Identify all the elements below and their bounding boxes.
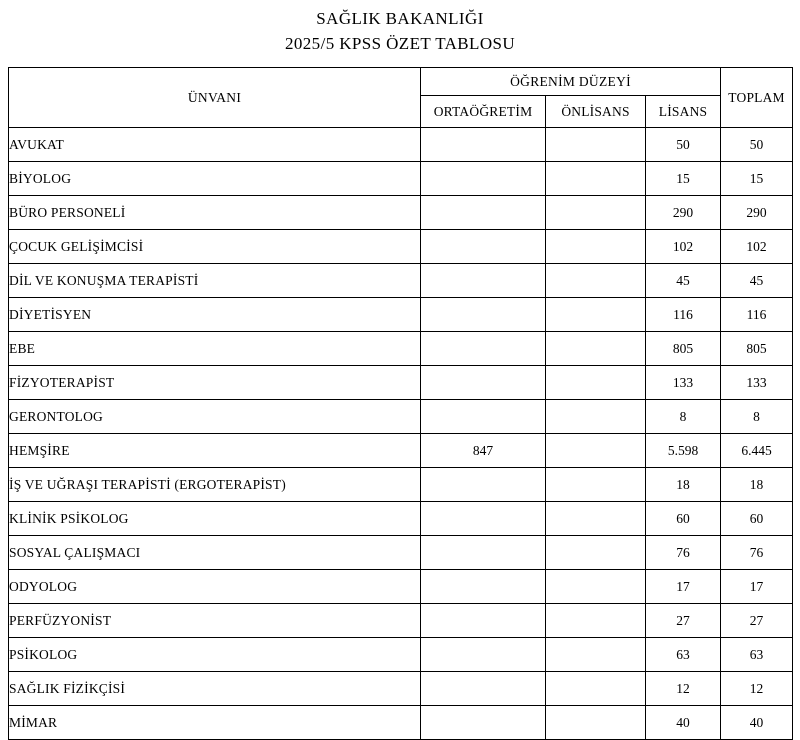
cell-unvani: KLİNİK PSİKOLOG xyxy=(9,502,421,536)
table-row xyxy=(9,400,793,434)
cell-unvani: ODYOLOG xyxy=(9,570,421,604)
cell-ortaogretim xyxy=(421,264,546,298)
cell-toplam: 290 xyxy=(721,196,793,230)
cell-lisans: 8 xyxy=(646,400,721,434)
cell-lisans: 102 xyxy=(646,230,721,264)
cell-ortaogretim xyxy=(421,638,546,672)
cell-lisans: 805 xyxy=(646,332,721,366)
cell-onlisans xyxy=(546,264,646,298)
cell-ortaogretim xyxy=(421,298,546,332)
cell-ortaogretim xyxy=(421,468,546,502)
table-row xyxy=(9,638,793,672)
table-row xyxy=(9,706,793,740)
cell-onlisans xyxy=(546,366,646,400)
cell-lisans: 63 xyxy=(646,638,721,672)
cell-onlisans xyxy=(546,298,646,332)
cell-toplam: 133 xyxy=(721,366,793,400)
cell-toplam: 76 xyxy=(721,536,793,570)
cell-onlisans xyxy=(546,434,646,468)
cell-onlisans xyxy=(546,230,646,264)
cell-unvani: PERFÜZYONİST xyxy=(9,604,421,638)
cell-lisans: 5.598 xyxy=(646,434,721,468)
cell-toplam: 8 xyxy=(721,400,793,434)
cell-ortaogretim xyxy=(421,502,546,536)
cell-onlisans xyxy=(546,536,646,570)
cell-unvani: SOSYAL ÇALIŞMACI xyxy=(9,536,421,570)
cell-onlisans xyxy=(546,638,646,672)
cell-lisans: 116 xyxy=(646,298,721,332)
table-row xyxy=(9,196,793,230)
cell-toplam: 116 xyxy=(721,298,793,332)
cell-unvani: BİYOLOG xyxy=(9,162,421,196)
cell-ortaogretim xyxy=(421,536,546,570)
cell-unvani: FİZYOTERAPİST xyxy=(9,366,421,400)
cell-onlisans xyxy=(546,706,646,740)
cell-lisans: 60 xyxy=(646,502,721,536)
cell-onlisans xyxy=(546,400,646,434)
table-row xyxy=(9,502,793,536)
table-body xyxy=(9,128,793,740)
cell-toplam: 12 xyxy=(721,672,793,706)
cell-ortaogretim xyxy=(421,672,546,706)
table-header-row-1 xyxy=(9,68,793,96)
cell-lisans: 17 xyxy=(646,570,721,604)
table-row xyxy=(9,230,793,264)
cell-lisans: 40 xyxy=(646,706,721,740)
cell-unvani: MİMAR xyxy=(9,706,421,740)
cell-onlisans xyxy=(546,196,646,230)
cell-unvani: HEMŞİRE xyxy=(9,434,421,468)
cell-lisans: 27 xyxy=(646,604,721,638)
cell-onlisans xyxy=(546,332,646,366)
cell-toplam: 15 xyxy=(721,162,793,196)
table-row xyxy=(9,264,793,298)
cell-toplam: 805 xyxy=(721,332,793,366)
page-title: SAĞLIK BAKANLIĞI xyxy=(316,9,484,28)
table-row xyxy=(9,332,793,366)
cell-unvani: PSİKOLOG xyxy=(9,638,421,672)
cell-ortaogretim xyxy=(421,570,546,604)
table-row xyxy=(9,570,793,604)
table-row xyxy=(9,298,793,332)
cell-onlisans xyxy=(546,604,646,638)
cell-ortaogretim xyxy=(421,706,546,740)
cell-toplam: 102 xyxy=(721,230,793,264)
cell-lisans: 133 xyxy=(646,366,721,400)
table-row xyxy=(9,434,793,468)
cell-lisans: 50 xyxy=(646,128,721,162)
summary-table-wrapper xyxy=(8,67,792,740)
cell-ortaogretim: 847 xyxy=(421,434,546,468)
cell-lisans: 45 xyxy=(646,264,721,298)
cell-lisans: 12 xyxy=(646,672,721,706)
cell-onlisans xyxy=(546,162,646,196)
table-row xyxy=(9,536,793,570)
cell-unvani: DİL VE KONUŞMA TERAPİSTİ xyxy=(9,264,421,298)
cell-onlisans xyxy=(546,468,646,502)
column-header-lisans: LİSANS xyxy=(646,96,721,128)
cell-lisans: 15 xyxy=(646,162,721,196)
column-header-onlisans: ÖNLİSANS xyxy=(546,96,646,128)
column-header-ortaogretim: ORTAÖĞRETİM xyxy=(421,96,546,128)
table-row xyxy=(9,672,793,706)
cell-lisans: 18 xyxy=(646,468,721,502)
table-row xyxy=(9,162,793,196)
table-row xyxy=(9,128,793,162)
table-row xyxy=(9,604,793,638)
cell-onlisans xyxy=(546,570,646,604)
cell-toplam: 60 xyxy=(721,502,793,536)
table-row xyxy=(9,468,793,502)
kpss-summary-table xyxy=(8,67,793,740)
cell-unvani: SAĞLIK FİZİKÇİSİ xyxy=(9,672,421,706)
cell-unvani: İŞ VE UĞRAŞI TERAPİSTİ (ERGOTERAPİST) xyxy=(9,468,421,502)
cell-unvani: GERONTOLOG xyxy=(9,400,421,434)
cell-ortaogretim xyxy=(421,400,546,434)
document-title-block xyxy=(0,0,800,56)
cell-unvani: AVUKAT xyxy=(9,128,421,162)
cell-lisans: 76 xyxy=(646,536,721,570)
cell-ortaogretim xyxy=(421,162,546,196)
cell-onlisans xyxy=(546,672,646,706)
cell-toplam: 18 xyxy=(721,468,793,502)
cell-ortaogretim xyxy=(421,604,546,638)
cell-unvani: BÜRO PERSONELİ xyxy=(9,196,421,230)
table-header xyxy=(9,68,793,128)
cell-toplam: 6.445 xyxy=(721,434,793,468)
cell-ortaogretim xyxy=(421,332,546,366)
cell-unvani: DİYETİSYEN xyxy=(9,298,421,332)
cell-ortaogretim xyxy=(421,128,546,162)
cell-unvani: EBE xyxy=(9,332,421,366)
page-subtitle: 2025/5 KPSS ÖZET TABLOSU xyxy=(284,34,516,53)
cell-toplam: 27 xyxy=(721,604,793,638)
cell-onlisans xyxy=(546,502,646,536)
cell-unvani: ÇOCUK GELİŞİMCİSİ xyxy=(9,230,421,264)
cell-toplam: 50 xyxy=(721,128,793,162)
column-header-unvani: ÜNVANI xyxy=(9,68,421,128)
cell-toplam: 45 xyxy=(721,264,793,298)
cell-ortaogretim xyxy=(421,366,546,400)
cell-onlisans xyxy=(546,128,646,162)
cell-toplam: 40 xyxy=(721,706,793,740)
cell-lisans: 290 xyxy=(646,196,721,230)
table-row xyxy=(9,366,793,400)
cell-ortaogretim xyxy=(421,196,546,230)
cell-ortaogretim xyxy=(421,230,546,264)
cell-toplam: 63 xyxy=(721,638,793,672)
column-header-ogrenim-duzeyi: ÖĞRENİM DÜZEYİ xyxy=(421,68,721,96)
column-header-toplam: TOPLAM xyxy=(721,68,793,128)
cell-toplam: 17 xyxy=(721,570,793,604)
